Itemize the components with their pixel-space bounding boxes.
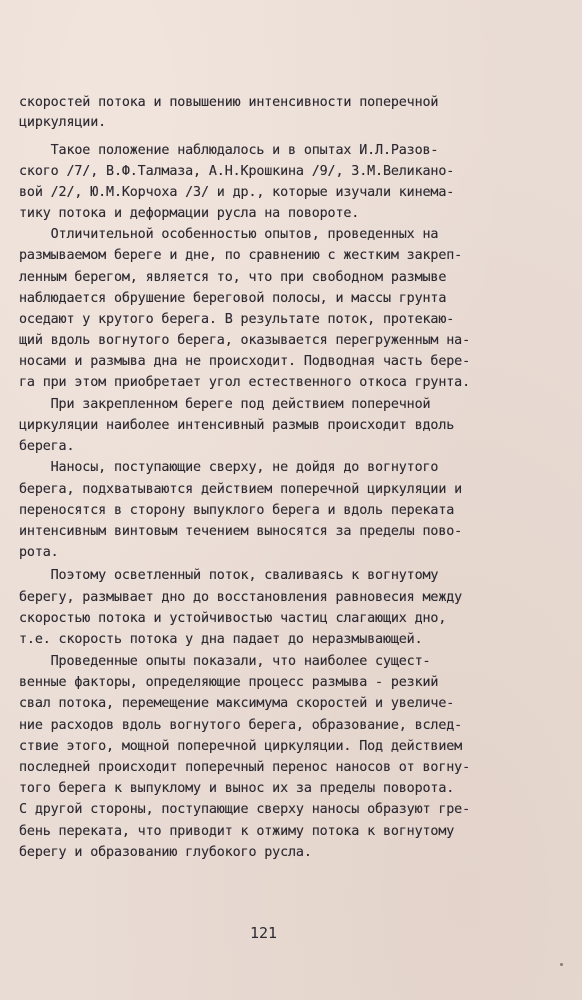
text-line: Проведенные опыты показали, что наиболее сущест-	[19, 654, 431, 669]
text-line: переносятся в сторону выпуклого берега и вдоль переката	[19, 503, 455, 518]
text-line: щий вдоль вогнутого берега, оказывается перегруженным на-	[19, 333, 470, 348]
text-line: С другой стороны, поступающие сверху наносы образуют гре-	[19, 802, 470, 817]
text-line: га при этом приобретает угол естественного откоса грунта.	[19, 375, 470, 390]
text-line: носами и размыва дна не происходит. Подводная часть бере-	[19, 354, 470, 369]
page-number: 121	[250, 924, 278, 942]
text-line: вой /2/, Ю.М.Корчоха /3/ и др., которые изучали кинема-	[19, 185, 455, 200]
text-line: свал потока, перемещение максимума скоростей и увеличе-	[19, 696, 455, 711]
text-line: ствие этого, мощной поперечной циркуляции. Под действием	[19, 739, 463, 754]
text-line: берега.	[19, 439, 75, 454]
text-line: бень переката, что приводит к отжиму потока к вогнутому	[19, 824, 455, 839]
text-line: Такое положение наблюдалось и в опытах И.Л.Разов-	[19, 143, 439, 158]
text-line: венные факторы, определяющие процесс размыва - резкий	[19, 675, 439, 690]
text-line: того берега к выпуклому и вынос их за пределы поворота.	[19, 781, 455, 796]
text-line: интенсивным винтовым течением выносятся за пределы пово-	[19, 524, 463, 539]
text-line: Поэтому осветленный поток, сваливаясь к вогнутому	[19, 568, 439, 583]
text-line: ленным берегом, является то, что при свободном размыве	[19, 270, 447, 285]
text-line: последней происходит поперечный перенос наносов от вогну-	[19, 760, 470, 775]
text-line: размываемом береге и дне, по сравнению с жестким закреп-	[19, 248, 463, 263]
text-line: ние расходов вдоль вогнутого берега, образование, вслед-	[19, 718, 463, 733]
text-line: наблюдается обрушение береговой полосы, и массы грунта	[19, 291, 447, 306]
text-line: циркуляции наиболее интенсивный размыв происходит вдоль	[19, 418, 455, 433]
text-line: Отличительной особенностью опытов, проведенных на	[19, 227, 439, 242]
text-line: скоростей потока и повышению интенсивности поперечной	[19, 95, 439, 110]
text-line: циркуляции.	[19, 115, 107, 130]
text-line: берегу, размывает дно до восстановления равновесия между	[19, 590, 463, 605]
text-line: При закрепленном береге под действием поперечной	[19, 397, 431, 412]
text-line: скоростью потока и устойчивостью частиц слагающих дно,	[19, 611, 447, 626]
text-line: берега, подхватываются действием поперечной циркуляции и	[19, 482, 463, 497]
text-line: т.е. скорость потока у дна падает до неразмывающей.	[19, 632, 423, 647]
text-line: оседают у крутого берега. В результате поток, протекаю-	[19, 312, 455, 327]
paper-speck	[560, 963, 563, 966]
text-line: рота.	[19, 545, 59, 560]
text-line: тику потока и деформации русла на повороте.	[19, 206, 360, 221]
text-line: Наносы, поступающие сверху, не дойдя до вогнутого	[19, 460, 439, 475]
text-line: берегу и образованию глубокого русла.	[19, 845, 312, 860]
text-line: ского /7/, В.Ф.Талмаза, А.Н.Крошкина /9/, З.М.Великано-	[19, 164, 455, 179]
